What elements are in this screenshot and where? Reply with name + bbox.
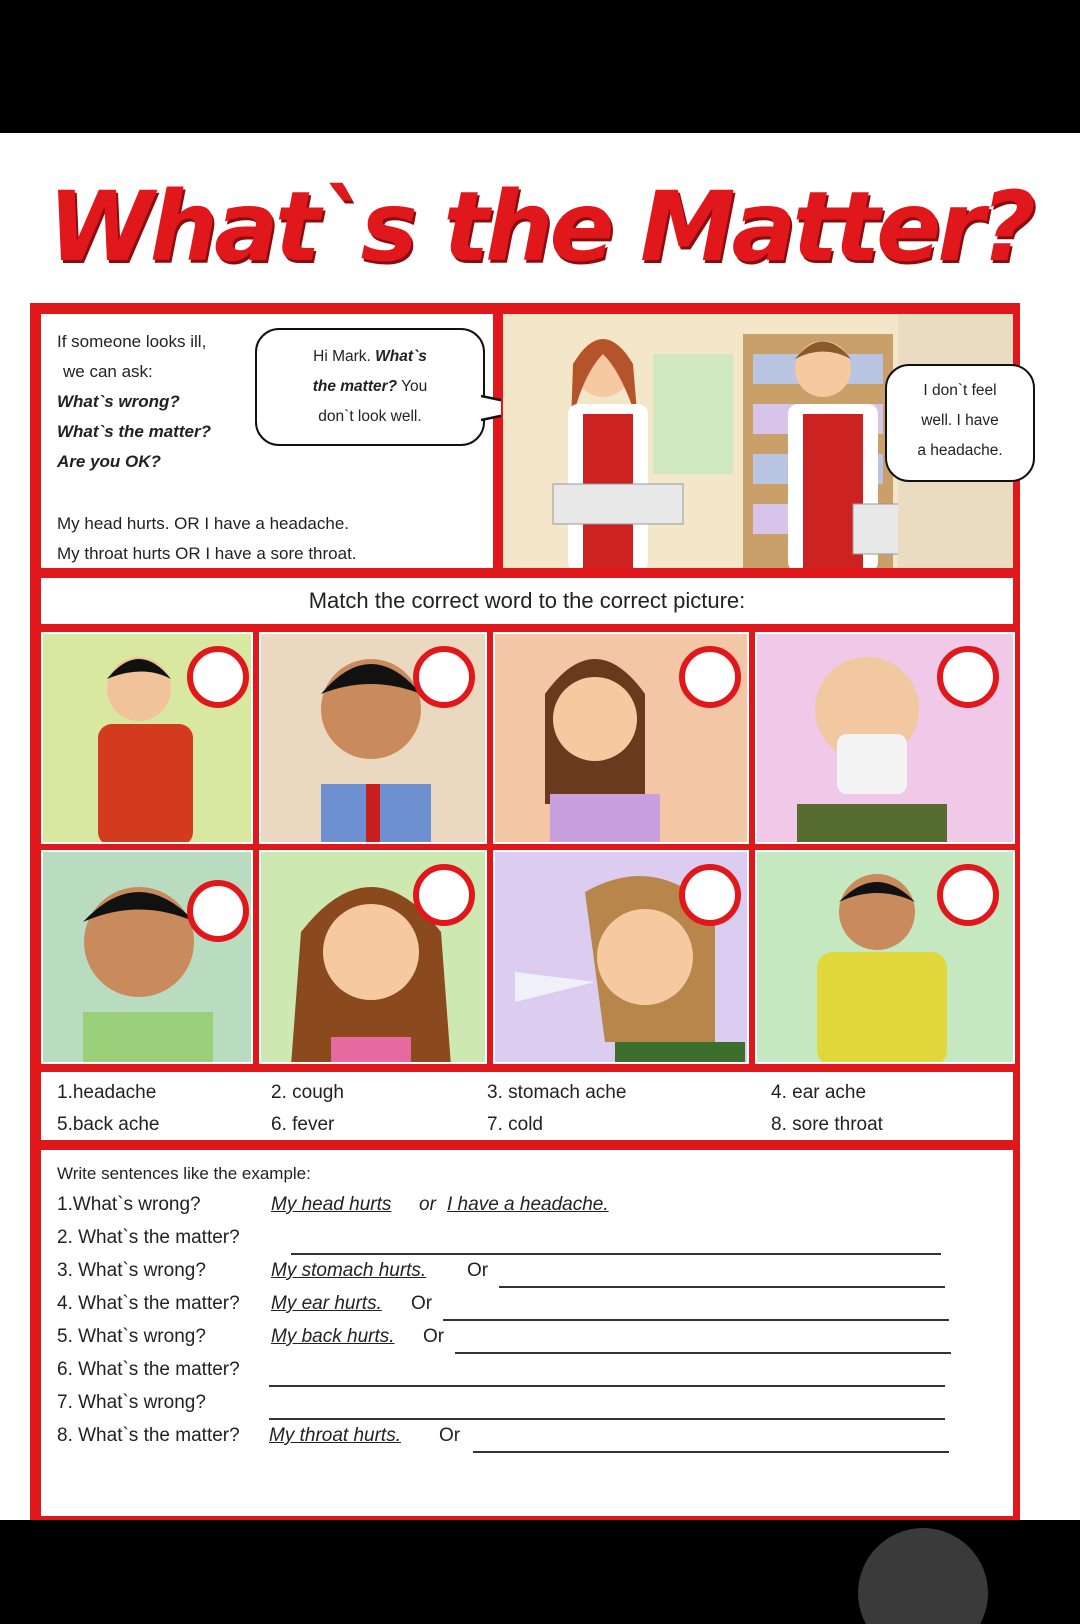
sentence-question: 7. What`s wrong? [57, 1392, 206, 1413]
sentence-row [57, 1194, 997, 1226]
answer-circle[interactable] [187, 880, 249, 942]
write-header: Write sentences like the example: [57, 1164, 311, 1183]
sentence-or: Or [467, 1260, 489, 1281]
answer-blank[interactable] [291, 1253, 941, 1255]
sentence-or: Or [411, 1293, 433, 1314]
question-what-matter: What`s the matter? [57, 422, 211, 441]
word-item: 7. cold [487, 1114, 543, 1135]
answer-circle[interactable] [937, 646, 999, 708]
worksheet-frame [30, 303, 1020, 1520]
picture-2 [259, 632, 487, 844]
sentence-answer: My head hurts [271, 1194, 392, 1215]
sentence-or: Or [423, 1326, 445, 1347]
intro-box [39, 312, 495, 570]
answer-circle[interactable] [679, 646, 741, 708]
sentence-answer: My stomach hurts. [271, 1260, 427, 1281]
answer-blank[interactable] [455, 1352, 951, 1354]
word-item: 6. fever [271, 1114, 335, 1135]
example-throat: My throat hurts OR I have a sore throat. [57, 544, 357, 563]
speech-bubble-right [885, 364, 1035, 482]
sentence-row [57, 1227, 997, 1259]
sentence-answer: My back hurts. [271, 1326, 395, 1347]
sentence-question: 3. What`s wrong? [57, 1260, 206, 1281]
sentence-question: 2. What`s the matter? [57, 1227, 240, 1248]
picture-4 [755, 632, 1015, 844]
sentence-or: Or [439, 1425, 461, 1446]
intro-line: If someone looks ill, [57, 332, 207, 351]
answer-blank[interactable] [473, 1451, 949, 1453]
bubble-text: don`t look well. [318, 408, 422, 425]
answer-circle[interactable] [187, 646, 249, 708]
sentence-answer: My ear hurts. [271, 1293, 382, 1314]
speech-bubble-left [255, 328, 485, 446]
bubble-text: the matter? [312, 378, 398, 395]
answer-blank[interactable] [499, 1286, 945, 1288]
picture-1 [41, 632, 253, 844]
word-item: 3. stomach ache [487, 1082, 627, 1103]
sentence-question: 6. What`s the matter? [57, 1359, 240, 1380]
sentence-row [57, 1392, 997, 1424]
sentence-row [57, 1425, 997, 1457]
bubble-text: a headache. [917, 442, 1003, 459]
example-head: My head hurts. OR I have a headache. [57, 514, 350, 533]
worksheet-title: What`s the Matter? [47, 171, 1033, 283]
sentence-row [57, 1359, 997, 1391]
worksheet [0, 133, 1080, 1520]
word-item: 5.back ache [57, 1114, 160, 1135]
answer-circle[interactable] [413, 646, 475, 708]
word-item: 4. ear ache [771, 1082, 867, 1103]
sentence-question: 4. What`s the matter? [57, 1293, 240, 1314]
sentence-answer: I have a headache. [447, 1194, 609, 1215]
picture-3 [493, 632, 749, 844]
bubble-text: I don`t feel [923, 382, 997, 399]
bubble-text: What`s [375, 348, 427, 365]
word-item: 1.headache [57, 1082, 157, 1103]
sentence-question: 8. What`s the matter? [57, 1425, 240, 1446]
bubble-text: well. I have [921, 412, 999, 429]
picture-6 [259, 850, 487, 1064]
sentence-row [57, 1260, 997, 1292]
sentence-question: 1.What`s wrong? [57, 1194, 201, 1215]
word-item: 2. cough [271, 1082, 344, 1103]
answer-blank[interactable] [443, 1319, 949, 1321]
answer-circle[interactable] [937, 864, 999, 926]
word-item: 8. sore throat [771, 1114, 883, 1135]
picture-8 [755, 850, 1015, 1064]
question-what-wrong: What`s wrong? [57, 392, 180, 411]
answer-circle[interactable] [679, 864, 741, 926]
match-instruction-box [39, 576, 1015, 626]
sentence-or: or [419, 1194, 436, 1215]
bubble-text: You [397, 378, 428, 395]
question-are-you-ok: Are you OK? [57, 452, 161, 471]
sentence-question: 5. What`s wrong? [57, 1326, 206, 1347]
answer-blank[interactable] [269, 1385, 945, 1387]
word-list [39, 1070, 1015, 1142]
answer-blank[interactable] [269, 1418, 945, 1420]
floating-action-button[interactable] [858, 1528, 988, 1624]
bubble-text: Hi Mark. [313, 348, 376, 365]
picture-5 [41, 850, 253, 1064]
match-instruction: Match the correct word to the correct picture: [308, 588, 746, 613]
sentence-row [57, 1326, 997, 1358]
intro-line: we can ask: [63, 362, 153, 381]
answer-circle[interactable] [413, 864, 475, 926]
sentence-row [57, 1293, 997, 1325]
sentence-answer: My throat hurts. [269, 1425, 401, 1446]
picture-7 [493, 850, 749, 1064]
write-sentences-box [39, 1148, 1015, 1518]
